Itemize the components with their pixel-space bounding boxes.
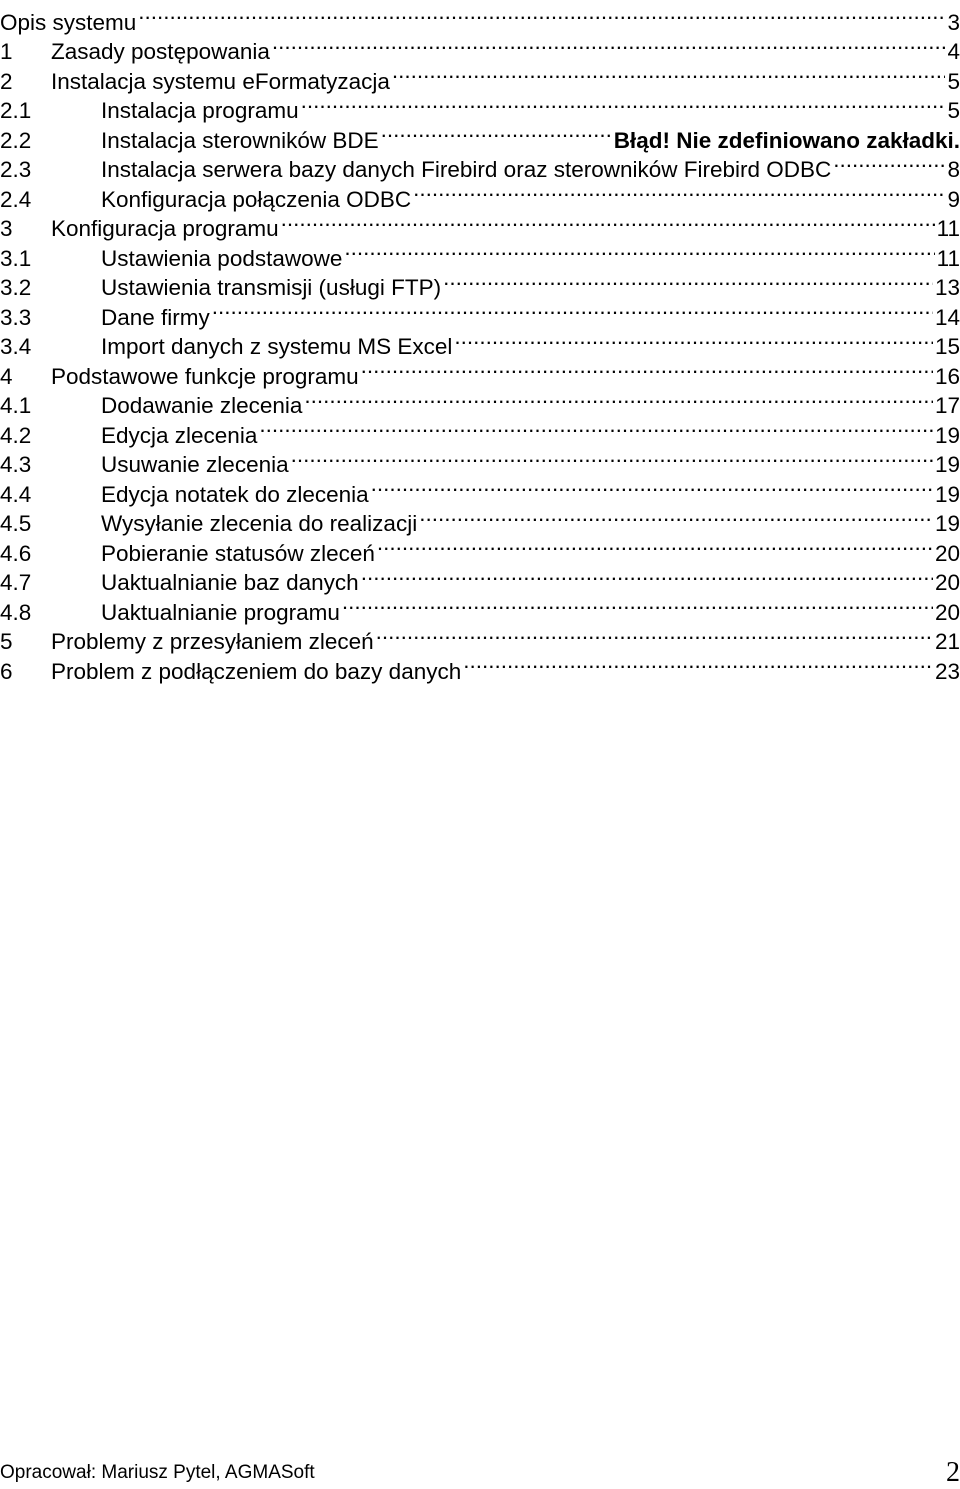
toc-leader xyxy=(419,502,933,532)
toc-title: Konfiguracja połączenia ODBC xyxy=(101,186,412,212)
toc-entry[interactable] xyxy=(0,472,960,507)
toc-entry[interactable] xyxy=(0,0,960,35)
toc-leader xyxy=(361,561,933,591)
toc-number: 5 xyxy=(0,629,13,654)
toc-number: 4.2 xyxy=(0,422,32,448)
toc-leader xyxy=(342,590,933,620)
toc-number: 2.4 xyxy=(0,186,32,212)
toc-entry[interactable] xyxy=(0,325,960,359)
toc-entry[interactable] xyxy=(0,354,960,389)
toc-page: 13 xyxy=(934,275,960,300)
toc-entry[interactable] xyxy=(0,649,960,684)
toc-leader xyxy=(392,59,946,89)
toc-page: 11 xyxy=(936,216,960,241)
toc-entry[interactable] xyxy=(0,620,960,654)
toc-page: 8 xyxy=(947,157,960,182)
toc-number: 1 xyxy=(0,39,13,64)
toc-leader xyxy=(381,118,612,148)
toc-number: 2 xyxy=(0,68,13,94)
toc-title: Problemy z przesyłaniem zleceń xyxy=(51,629,374,654)
toc-number: 4.7 xyxy=(0,570,32,595)
toc-number: 4.6 xyxy=(0,540,32,566)
toc-title: Opis systemu xyxy=(0,9,137,35)
toc-leader xyxy=(463,649,933,679)
toc-leader xyxy=(443,266,933,296)
toc-title: Podstawowe funkcje programu xyxy=(51,363,359,389)
toc-title: Uaktualnianie programu xyxy=(101,599,340,625)
toc-page: 16 xyxy=(934,363,960,389)
toc-number: 4.1 xyxy=(0,393,32,418)
toc-leader xyxy=(304,384,933,414)
toc-leader xyxy=(833,148,945,178)
toc-leader xyxy=(281,207,935,237)
toc-number: 2.3 xyxy=(0,157,32,182)
footer-page-number: 2 xyxy=(946,1457,960,1488)
toc-page: 4 xyxy=(947,39,960,64)
toc-leader xyxy=(376,620,933,650)
toc-number: 4.8 xyxy=(0,599,32,625)
toc-entry[interactable] xyxy=(0,590,960,625)
toc-number: 3.3 xyxy=(0,304,32,330)
toc-leader xyxy=(259,413,933,443)
toc-entry[interactable] xyxy=(0,148,960,182)
toc-leader xyxy=(301,89,946,119)
toc-number: 3.2 xyxy=(0,275,32,300)
toc-page: 21 xyxy=(934,629,960,654)
toc-title: Instalacja programu xyxy=(101,98,299,123)
toc-number: 4.5 xyxy=(0,511,32,536)
toc-title: Wysyłanie zlecenia do realizacji xyxy=(101,511,418,536)
toc-number: 3.1 xyxy=(0,245,32,271)
toc-page: 19 xyxy=(934,511,960,536)
toc-entry[interactable] xyxy=(0,118,960,153)
toc-title: Instalacja serwera bazy danych Firebird oraz sterowników Firebird ODBC xyxy=(101,157,832,182)
toc-title: Usuwanie zlecenia xyxy=(101,452,289,477)
toc-entry[interactable] xyxy=(0,443,960,477)
toc-title: Konfiguracja programu xyxy=(51,216,279,241)
toc-title: Problem z podłączeniem do bazy danych xyxy=(51,658,462,684)
toc-page: 20 xyxy=(934,540,960,566)
toc-number: 4.3 xyxy=(0,452,32,477)
toc-page: 5 xyxy=(947,98,960,123)
toc-title: Edycja notatek do zlecenia xyxy=(101,481,369,507)
toc-number: 6 xyxy=(0,658,13,684)
toc-page: 19 xyxy=(934,452,960,477)
toc-page: 19 xyxy=(934,481,960,507)
toc-number: 3.4 xyxy=(0,334,32,359)
toc-page-error: Błąd! Nie zdefiniowano zakładki. xyxy=(613,127,960,153)
toc-page: 3 xyxy=(947,9,960,35)
toc-entry[interactable] xyxy=(0,413,960,448)
toc-page: 17 xyxy=(934,393,960,418)
toc-title: Dodawanie zlecenia xyxy=(101,393,303,418)
toc-page: 23 xyxy=(934,658,960,684)
toc-number: 4 xyxy=(0,363,13,389)
toc-leader xyxy=(377,531,933,561)
toc-entry[interactable] xyxy=(0,295,960,330)
toc-number: 2.2 xyxy=(0,127,32,153)
toc-page: 19 xyxy=(934,422,960,448)
footer-author: Opracował: Mariusz Pytel, AGMASoft xyxy=(0,1462,315,1483)
toc-entry[interactable] xyxy=(0,531,960,566)
toc-entry[interactable] xyxy=(0,561,960,595)
toc-entry[interactable] xyxy=(0,30,960,64)
toc-title: Pobieranie statusów zleceń xyxy=(101,540,375,566)
toc-title: Ustawienia transmisji (usługi FTP) xyxy=(101,275,442,300)
toc-leader xyxy=(344,236,934,266)
toc-title: Zasady postępowania xyxy=(51,39,270,64)
toc-leader xyxy=(413,177,945,207)
toc-title: Edycja zlecenia xyxy=(101,422,258,448)
toc-title: Instalacja systemu eFormatyzacja xyxy=(51,68,390,94)
toc-page: 11 xyxy=(936,245,960,271)
toc-leader xyxy=(138,0,945,30)
toc-number: 3 xyxy=(0,216,13,241)
toc-entry[interactable] xyxy=(0,177,960,212)
toc-leader xyxy=(212,295,933,325)
toc-page: 20 xyxy=(934,599,960,625)
toc-page: 15 xyxy=(934,334,960,359)
toc-page: 20 xyxy=(934,570,960,595)
toc-title: Instalacja sterowników BDE xyxy=(101,127,379,153)
toc-title: Ustawienia podstawowe xyxy=(101,245,343,271)
toc-title: Uaktualnianie baz danych xyxy=(101,570,359,595)
toc-entry[interactable] xyxy=(0,89,960,123)
toc-entry[interactable] xyxy=(0,266,960,300)
toc-entry[interactable] xyxy=(0,236,960,271)
toc-entry[interactable] xyxy=(0,207,960,241)
toc-leader xyxy=(291,443,933,473)
toc-entry[interactable] xyxy=(0,502,960,536)
toc-page: 14 xyxy=(934,304,960,330)
table-of-contents xyxy=(0,0,960,684)
toc-leader xyxy=(454,325,933,355)
toc-page: 9 xyxy=(947,186,960,212)
toc-title: Import danych z systemu MS Excel xyxy=(101,334,453,359)
toc-entry[interactable] xyxy=(0,59,960,94)
toc-number: 4.4 xyxy=(0,481,32,507)
toc-title: Dane firmy xyxy=(101,304,210,330)
toc-number: 2.1 xyxy=(0,98,32,123)
toc-entry[interactable] xyxy=(0,384,960,418)
toc-page: 5 xyxy=(947,68,960,94)
toc-leader xyxy=(371,472,933,502)
toc-leader xyxy=(361,354,933,384)
toc-leader xyxy=(272,30,946,60)
